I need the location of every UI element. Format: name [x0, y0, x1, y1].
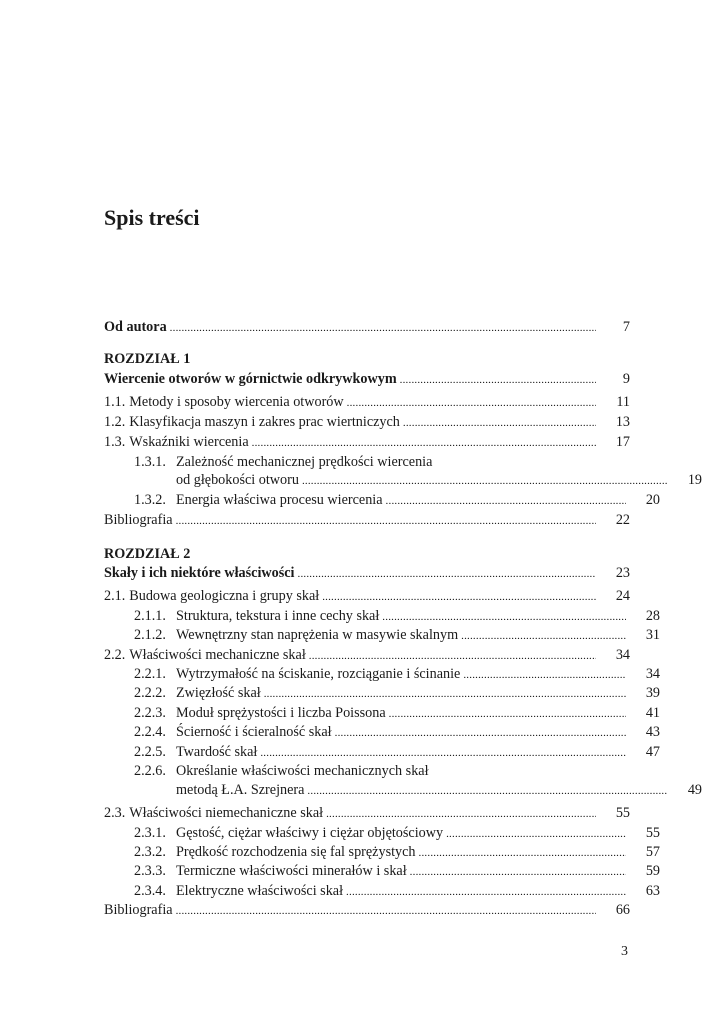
toc-entry-page: 11	[616, 394, 630, 410]
toc-entry-title: Od autora	[104, 319, 167, 335]
toc-entry-title: Termiczne właściwości minerałów i skał	[176, 863, 407, 879]
toc-entry-number: 1.2.	[104, 414, 126, 430]
toc-entry-page: 24	[615, 588, 630, 604]
toc-entry-number: 2.1.1.	[134, 608, 166, 624]
toc-entry-title: Energia właściwa procesu wiercenia	[176, 492, 383, 508]
toc-entry-title: Bibliografia	[104, 512, 173, 528]
dot-leader	[335, 723, 626, 743]
toc-entry-number: 1.3.	[104, 434, 126, 450]
toc-entry[interactable]	[104, 742, 660, 762]
dot-leader	[302, 471, 668, 491]
toc-entry[interactable]	[104, 861, 660, 881]
toc-entry-label	[134, 722, 332, 742]
toc-entry[interactable]	[104, 412, 630, 432]
toc-entry-page: 17	[615, 434, 630, 450]
page-title: Spis treści	[104, 205, 200, 230]
toc-entry[interactable]	[104, 317, 630, 337]
toc-entry-page: 39	[645, 685, 660, 701]
toc-entry-title: Określanie właściwości mechanicznych skał	[176, 763, 429, 779]
toc-entry-page: 49	[687, 782, 702, 798]
toc-entry-label	[104, 645, 306, 665]
toc-entry-label	[134, 606, 379, 626]
dot-leader	[309, 646, 596, 666]
dot-leader	[347, 393, 596, 413]
toc-entry-label	[176, 780, 304, 800]
toc-entry-title: Ścierność i ścieralność skał	[176, 724, 332, 740]
toc-entry[interactable]	[104, 842, 660, 862]
toc-entry-page: 66	[615, 902, 630, 918]
toc-entry-page: 55	[645, 825, 660, 841]
toc-entry-title: ROZDZIAŁ 1	[104, 351, 191, 367]
toc-entry-page: 41	[645, 705, 660, 721]
toc-entry[interactable]	[104, 664, 660, 684]
toc-entry-title: Twardość skał	[176, 744, 258, 760]
toc-entry-label	[134, 490, 383, 510]
toc-entry-label	[134, 823, 443, 843]
toc-entry-title: Skały i ich niektóre właściwości	[104, 565, 295, 581]
toc-entry-number: 1.1.	[104, 394, 126, 410]
toc-entry-page: 7	[622, 319, 630, 335]
toc-entry-title: Zależność mechanicznej prędkości wiercenia	[176, 454, 433, 470]
dot-leader	[322, 587, 596, 607]
toc-entry-label	[134, 625, 458, 645]
toc-entry-page: 22	[615, 512, 630, 528]
toc-entry[interactable]	[104, 803, 630, 823]
dot-leader	[176, 511, 596, 531]
toc-entry-number: 2.3.	[104, 805, 126, 821]
toc-entry-number: 2.2.1.	[134, 666, 166, 682]
dot-leader	[307, 781, 668, 801]
toc-entry-number: 2.3.1.	[134, 825, 166, 841]
toc-entry[interactable]	[104, 645, 630, 665]
dot-leader	[410, 862, 626, 882]
toc-entry[interactable]	[104, 722, 660, 742]
toc-entry-label	[104, 349, 190, 369]
toc-entry[interactable]	[104, 703, 660, 723]
dot-leader	[389, 704, 626, 724]
toc-entry[interactable]	[104, 586, 630, 606]
toc-entry[interactable]	[104, 761, 660, 781]
toc-entry-title: Wiercenie otworów w górnictwie odkrywkowym	[104, 371, 397, 387]
toc-entry-label	[134, 742, 257, 762]
dot-leader	[386, 491, 626, 511]
page-number: 3	[621, 944, 628, 959]
toc-entry-label	[104, 586, 319, 606]
dot-leader	[461, 626, 626, 646]
toc-entry[interactable]	[104, 563, 630, 583]
toc-entry-page: 19	[687, 472, 702, 488]
toc-entry-title: Metody i sposoby wiercenia otworów	[129, 394, 344, 410]
toc-entry-title: Właściwości niemechaniczne skał	[129, 805, 324, 821]
toc-entry[interactable]	[104, 510, 630, 530]
dot-leader	[463, 665, 626, 685]
toc-entry-label	[104, 544, 190, 564]
toc-entry-title: ROZDZIAŁ 2	[104, 546, 191, 562]
dot-leader	[260, 743, 626, 763]
toc-entry-number: 2.3.3.	[134, 863, 166, 879]
toc-entry-page: 9	[622, 371, 630, 387]
toc-entry-title: Struktura, tekstura i inne cechy skał	[176, 608, 380, 624]
toc-entry-page: 13	[615, 414, 630, 430]
toc-entry-page: 57	[645, 844, 660, 860]
toc-entry-label	[104, 392, 344, 412]
dot-leader	[176, 901, 596, 921]
toc-entry[interactable]	[104, 349, 630, 369]
toc-entry-page: 47	[645, 744, 660, 760]
toc-entry-page: 34	[645, 666, 660, 682]
toc-entry-page: 59	[645, 863, 660, 879]
toc-entry[interactable]	[104, 780, 702, 800]
toc-entry-label	[134, 861, 407, 881]
toc-entry[interactable]	[104, 823, 660, 843]
toc-entry-label	[104, 369, 397, 389]
toc-entry-label	[134, 664, 460, 684]
toc-entry-number: 2.3.2.	[134, 844, 166, 860]
toc-entry-title: od głębokości otworu	[176, 472, 299, 488]
toc-entry[interactable]	[104, 470, 702, 490]
toc-entry-page: 55	[615, 805, 630, 821]
dot-leader	[170, 318, 596, 338]
toc-entry[interactable]	[104, 369, 630, 389]
toc-entry-label	[104, 432, 249, 452]
dot-leader	[298, 564, 597, 584]
toc-entry-number: 2.1.2.	[134, 627, 166, 643]
dot-leader	[252, 433, 596, 453]
toc-entry-title: Budowa geologiczna i grupy skał	[129, 588, 320, 604]
toc-entry-number: 1.3.1.	[134, 454, 166, 470]
dot-leader	[400, 370, 596, 390]
toc-entry[interactable]	[104, 606, 660, 626]
toc-entry-page: 20	[645, 492, 660, 508]
toc-entry-title: Moduł sprężystości i liczba Poissona	[176, 705, 386, 721]
toc-entry[interactable]	[104, 625, 660, 645]
toc-entry[interactable]	[104, 432, 630, 452]
toc-entry[interactable]	[104, 683, 660, 703]
dot-leader	[326, 804, 596, 824]
toc-entry-label	[134, 881, 343, 901]
toc-entry-label	[104, 412, 400, 432]
toc-entry-title: Prędkość rozchodzenia się fal sprężystych	[176, 844, 416, 860]
toc-entry-page: 28	[645, 608, 660, 624]
toc-entry-label	[104, 510, 173, 530]
toc-entry-title: Klasyfikacja maszyn i zakres prac wiertniczych	[129, 414, 400, 430]
toc-entry-title: Wewnętrzny stan naprężenia w masywie skalnym	[176, 627, 459, 643]
dot-leader	[382, 607, 626, 627]
toc-entry[interactable]	[104, 900, 630, 920]
toc-entry-label	[104, 900, 173, 920]
toc-entry-title: metodą Ł.A. Szrejnera	[176, 782, 305, 798]
toc-entry-page: 63	[645, 883, 660, 899]
toc-entry-number: 2.1.	[104, 588, 126, 604]
toc-entry[interactable]	[104, 881, 660, 901]
toc-entry-page: 23	[615, 565, 630, 581]
toc-entry-number: 2.2.6.	[134, 763, 166, 779]
dot-leader	[419, 843, 626, 863]
toc-entry-title: Zwięzłość skał	[176, 685, 261, 701]
toc-entry-title: Gęstość, ciężar właściwy i ciężar objętościowy	[176, 825, 444, 841]
toc-entry-label	[134, 761, 429, 781]
toc-entry-title: Bibliografia	[104, 902, 173, 918]
toc-entry-title: Wytrzymałość na ściskanie, rozciąganie i ścinanie	[176, 666, 461, 682]
toc-entry-number: 2.2.5.	[134, 744, 166, 760]
toc-entry-title: Właściwości mechaniczne skał	[129, 647, 306, 663]
toc-entry-title: Elektryczne właściwości skał	[176, 883, 344, 899]
toc-entry-page: 34	[615, 647, 630, 663]
toc-entry-label	[104, 563, 295, 583]
toc-entry-label	[134, 683, 261, 703]
toc-entry-number: 2.3.4.	[134, 883, 166, 899]
toc-entry-label	[176, 470, 299, 490]
toc-entry[interactable]	[104, 392, 630, 412]
toc-entry[interactable]	[104, 544, 630, 564]
dot-leader	[446, 824, 626, 844]
toc-entry-number: 2.2.4.	[134, 724, 166, 740]
dot-leader	[403, 413, 596, 433]
toc-entry-page: 43	[645, 724, 660, 740]
toc-entry-number: 2.2.	[104, 647, 126, 663]
toc-entry[interactable]	[104, 490, 660, 510]
toc-entry-label	[134, 452, 432, 472]
dot-leader	[346, 882, 626, 902]
toc-entry-title: Wskaźniki wiercenia	[129, 434, 249, 450]
toc-entry-label	[104, 803, 323, 823]
toc-entry-number: 2.2.2.	[134, 685, 166, 701]
toc-entry[interactable]	[104, 452, 660, 472]
toc-entry-number: 2.2.3.	[134, 705, 166, 721]
dot-leader	[264, 684, 626, 704]
toc-entry-number: 1.3.2.	[134, 492, 166, 508]
toc-entry-label	[134, 703, 386, 723]
toc-entry-page: 31	[645, 627, 660, 643]
toc-entry-label	[104, 317, 167, 337]
toc-entry-label	[134, 842, 416, 862]
